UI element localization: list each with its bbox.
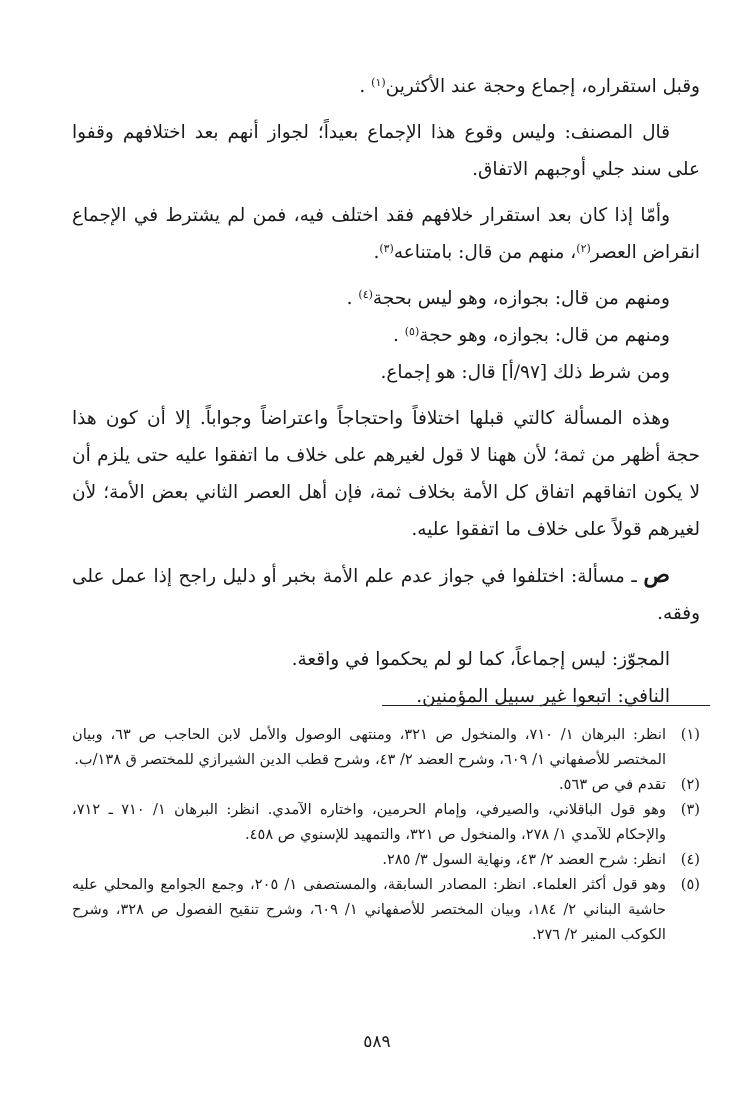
section-marker: ص — [643, 562, 670, 588]
paragraph-8: ص ـ مسألة: اختلفوا في جواز عدم علم الأمة بخبر أو دليل راجح إذا عمل على وفقه. — [72, 562, 700, 624]
paragraph-5: ومنهم من قال: بجوازه، وهو حجة$^{(٥)}$ . — [392, 325, 670, 346]
paragraph-10: النافي: اتبعوا غير سبيل المؤمنين. — [416, 686, 670, 707]
paragraph-2: قال المصنف: وليس وقوع هذا الإجماع بعيداً؛ لجواز أنهم بعد اختلافهم وقفوا على سند جلي أوجبهم الاتفاق. — [72, 122, 700, 180]
footnote-3: (٣) وهو قول الباقلاني، والصيرفي، وإمام الحرمين، واختاره الآمدي. انظر: البرهان ١/ ٧١٠ ـ ٧١٢، والإحكام للآمدي ١/ ٢٧٨، والمنخول ص ٣٢١، والتمهيد للإسنوي ص ٤٥٨. — [72, 801, 700, 843]
footnote-ref-2[interactable]: (٢) — [576, 242, 591, 255]
paragraph-6: ومن شرط ذلك [٩٧/أ] قال: هو إجماع. — [380, 362, 670, 383]
footnotes — [72, 722, 700, 947]
paragraph-3: وأمّا إذا كان بعد استقرار خلافهم فقد اختلف فيه، فمن لم يشترط في الإجماع انقراض العصر$^{(٢)}$، منهم من قال: بامتناعه$^{(٣)}$. — [72, 205, 700, 263]
footnote-ref-1[interactable]: (١) — [371, 76, 386, 89]
footnote-1: (١) انظر: البرهان ١/ ٧١٠، والمنخول ص ٣٢١، ومنتهى الوصول والأمل لابن الحاجب ص ٦٣، وبيان المختصر للأصفهاني ١/ ٦٠٩، وشرح العضد ٢/ ٤٣، وشرح قطب الدين الشيرازي للمختصر ق ١٣٨/ب. — [72, 726, 700, 768]
footnote-ref-5[interactable]: (٥) — [404, 325, 420, 338]
footnote-ref-4[interactable]: (٤) — [358, 288, 373, 301]
paragraph-1: وقبل استقراره، إجماع وحجة عند الأكثرين$^{(١)}$ . — [359, 76, 700, 97]
page-number: ٥٨٩ — [363, 1032, 391, 1052]
main-text — [72, 68, 700, 715]
footnote-2: (٢) تقدم في ص ٥٦٣. — [559, 776, 700, 793]
footnote-5: (٥) وهو قول أكثر العلماء. انظر: المصادر السابقة، والمستصفى ١/ ٢٠٥، وجمع الجوامع والمحلي عليه حاشية البناني ٢/ ١٨٤، وبيان المختصر للأصفهاني ١/ ٦٠٩، وشرح تنقيح الفصول ص ٣٢٨، وشرح الكوكب المنير ٢/ ٢٧٦. — [72, 876, 700, 943]
paragraph-7: وهذه المسألة كالتي قبلها اختلافاً واحتجاجاً واعتراضاً وجواباً. إلا أن كون هذا حجة أظهر من ثمة؛ لأن ههنا لا قول لغيرهم على خلاف ما اتفقوا عليه حتى يلزم أن لا يكون اتفاقهم اتفاق كل الأمة بخلاف ثمة، فإن أهل العصر الثاني بعض الأمة؛ لأن لغيرهم قولاً على خلاف ما اتفقوا عليه. — [72, 408, 700, 540]
footnote-4: (٤) انظر: شرح العضد ٢/ ٤٣، ونهاية السول ٣/ ٢٨٥. — [382, 851, 700, 868]
footnote-ref-3[interactable]: (٣) — [379, 242, 394, 255]
footnote-divider — [382, 705, 710, 706]
paragraph-9: المجوّز: ليس إجماعاً، كما لو لم يحكموا في واقعة. — [291, 649, 670, 670]
paragraph-4: ومنهم من قال: بجوازه، وهو ليس بحجة$^{(٤)}$ . — [346, 288, 670, 309]
